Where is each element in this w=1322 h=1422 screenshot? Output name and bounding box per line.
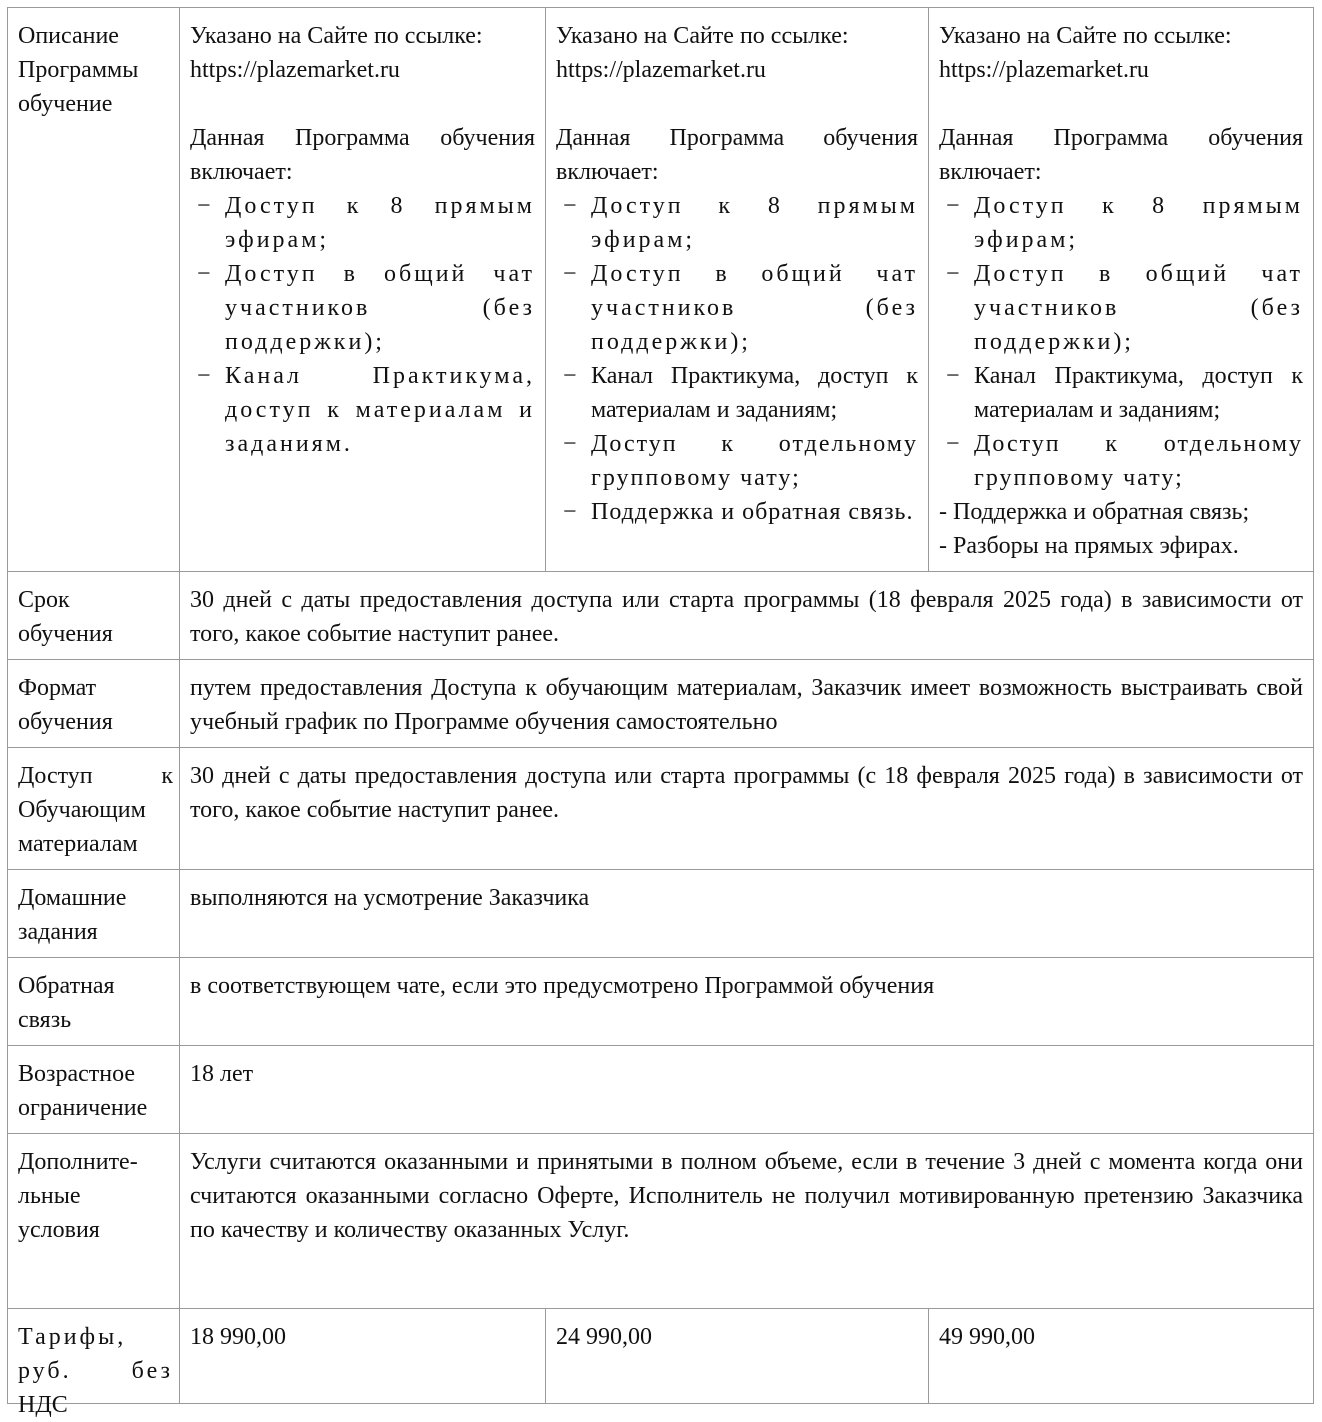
row-homework	[8, 870, 1314, 958]
program-intro: Данная Программа обучения включает:	[190, 125, 535, 185]
label-feedback: Обратная связь	[8, 958, 180, 1046]
row-format	[8, 660, 1314, 748]
value-access: 30 дней с даты предоставления доступа или старта программы (с 18 февраля 2025 года) в зависимости от того, какое событие наступит ранее.	[180, 748, 1314, 870]
label-age: Возрастное ограничение	[8, 1046, 180, 1134]
value-term: 30 дней с даты предоставления доступа или старта программы (18 февраля 2025 года) в зависимости от того, какое событие наступит ранее.	[180, 572, 1314, 660]
label-format: Формат обучения	[8, 660, 180, 748]
list-item: − Доступ к 8 прямым эфирам;	[556, 189, 918, 257]
row-feedback	[8, 958, 1314, 1046]
program-items	[939, 189, 1303, 495]
site-url: https://plazemarket.ru	[190, 57, 400, 83]
price-tier-3: 49 990,00	[929, 1309, 1314, 1404]
label-program-description: Описание Программы обучение	[8, 8, 180, 572]
program-items	[190, 189, 535, 461]
value-age: 18 лет	[180, 1046, 1314, 1134]
list-item: − Поддержка и обратная связь.	[556, 495, 918, 529]
offer-terms-table	[7, 7, 1314, 1418]
site-url: https://plazemarket.ru	[556, 57, 766, 83]
row-program-description	[8, 8, 1314, 572]
list-item: − Канал Практикума, доступ к материалам и заданиям;	[939, 359, 1303, 427]
extra-item: - Разборы на прямых эфирах.	[939, 533, 1239, 559]
list-item: − Доступ к отдельному групповому чату;	[556, 427, 918, 495]
site-url: https://plazemarket.ru	[939, 57, 1149, 83]
list-item: − Доступ к 8 прямым эфирам;	[190, 189, 535, 257]
label-access: Доступ к Обучающим материалам	[8, 748, 180, 870]
list-item: − Доступ к 8 прямым эфирам;	[939, 189, 1303, 257]
price-tier-2: 24 990,00	[546, 1309, 929, 1404]
program-intro: Данная Программа обучения включает:	[939, 125, 1303, 185]
value-homework: выполняются на усмотрение Заказчика	[180, 870, 1314, 958]
list-item: − Доступ к отдельному групповому чату;	[939, 427, 1303, 495]
label-homework: Домашние задания	[8, 870, 180, 958]
label-tariffs: Тарифы, руб. без НДС	[8, 1309, 180, 1404]
row-extra-conditions	[8, 1134, 1314, 1309]
program-items	[556, 189, 918, 529]
label-term: Срок обучения	[8, 572, 180, 660]
list-item: − Доступ в общий чат участников (без поддержки);	[939, 257, 1303, 359]
row-tariffs	[8, 1309, 1314, 1404]
value-feedback: в соответствующем чате, если это предусмотрено Программой обучения	[180, 958, 1314, 1046]
list-item: − Канал Практикума, доступ к материалам и заданиям.	[190, 359, 535, 461]
row-term	[8, 572, 1314, 660]
list-item: − Доступ в общий чат участников (без поддержки);	[190, 257, 535, 359]
value-format: путем предоставления Доступа к обучающим материалам, Заказчик имеет возможность выстраивать свой учебный график по Программе обучения самостоятельно	[180, 660, 1314, 748]
site-line: Указано на Сайте по ссылке:	[556, 23, 849, 49]
extra-item: - Поддержка и обратная связь;	[939, 499, 1250, 525]
tier-2-description	[546, 8, 929, 572]
row-access	[8, 748, 1314, 870]
tier-3-description	[929, 8, 1314, 572]
site-line: Указано на Сайте по ссылке:	[190, 23, 483, 49]
row-age	[8, 1046, 1314, 1134]
site-line: Указано на Сайте по ссылке:	[939, 23, 1232, 49]
price-tier-1: 18 990,00	[180, 1309, 546, 1404]
value-extra-conditions: Услуги считаются оказанными и принятыми в полном объеме, если в течение 3 дней с момента когда они считаются оказанными согласно Оферте, Исполнитель не получил мотивированную претензию Заказчика по качеству и количеству оказанных Услуг.	[180, 1134, 1314, 1309]
tier-1-description	[180, 8, 546, 572]
list-item: − Канал Практикума, доступ к материалам и заданиям;	[556, 359, 918, 427]
program-intro: Данная Программа обучения включает:	[556, 125, 918, 185]
list-item: − Доступ в общий чат участников (без поддержки);	[556, 257, 918, 359]
label-extra-conditions: Дополните- льные условия	[8, 1134, 180, 1309]
